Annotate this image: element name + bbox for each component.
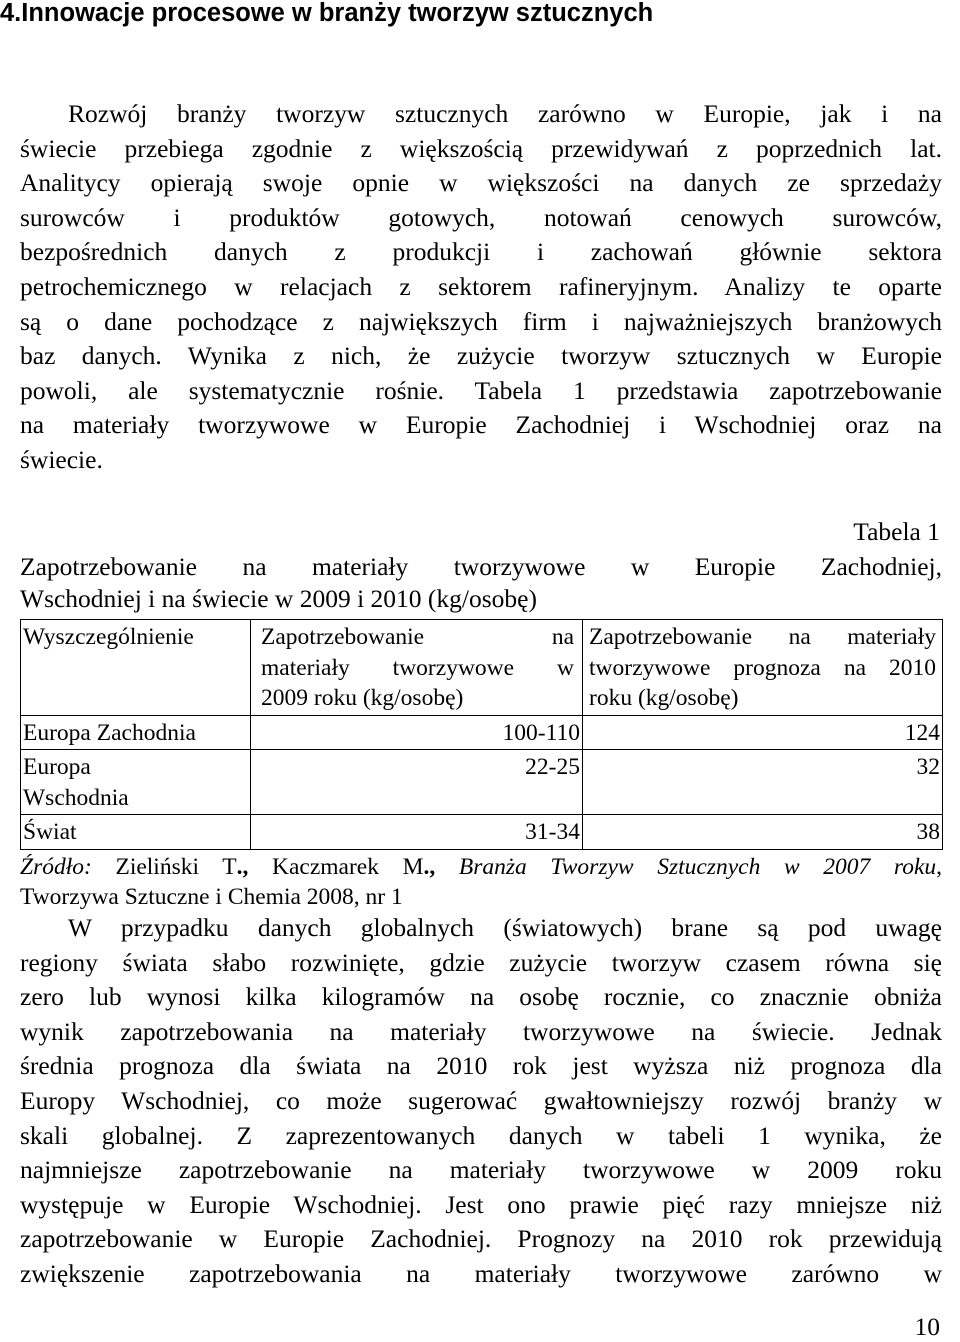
source-line bbox=[20, 852, 942, 882]
source-label: Źródło: bbox=[20, 854, 92, 880]
header-line: Zapotrzebowanie na materiały bbox=[589, 624, 936, 650]
table-row bbox=[21, 815, 943, 850]
value-2010-cell: 32 bbox=[583, 750, 943, 815]
paragraph-line: Europy Wschodniej, co może sugerować gwałtowniejszy rozwój branży w bbox=[20, 1085, 942, 1115]
paragraph-line: występuje w Europie Wschodniej. Jest ono prawie pięć razy mniejsze niż bbox=[20, 1189, 942, 1219]
value-2009-cell: 31-34 bbox=[251, 815, 583, 850]
paragraph-line: skali globalnej. Z zaprezentowanych danych w tabeli 1 wynika, że bbox=[20, 1120, 942, 1150]
paragraph-line: średnia prognoza dla świata na 2010 rok jest wyższa niż prognoza dla bbox=[20, 1051, 942, 1081]
table-row bbox=[21, 715, 943, 750]
paragraph-line: W przypadku danych globalnych (światowych) brane są pod uwagę bbox=[68, 913, 942, 942]
source-author: Zieliński T bbox=[91, 854, 237, 880]
source-title: Branża Tworzyw Sztucznych w 2007 roku bbox=[458, 854, 937, 880]
header-cell: Wyszczególnienie bbox=[21, 620, 251, 716]
header-cell bbox=[583, 620, 943, 716]
caption-line: Zapotrzebowanie na materiały tworzywowe w Europie Zachodniej, bbox=[20, 552, 942, 581]
page-number: 10 bbox=[914, 1312, 940, 1341]
paragraph-line: zapotrzebowanie w Europie Zachodniej. Prognozy na 2010 rok przewidują bbox=[20, 1224, 942, 1254]
value-2009-cell: 22-25 bbox=[251, 750, 583, 815]
header-line: Zapotrzebowanie na bbox=[261, 624, 574, 650]
source-separator: ., bbox=[423, 854, 459, 880]
paragraph-line: wynik zapotrzebowania na materiały tworzywowe na świecie. Jednak bbox=[20, 1016, 942, 1046]
analysis-paragraph bbox=[20, 911, 942, 1292]
paragraph-line: regiony świata słabo rozwinięte, gdzie zużycie tworzyw czasem równa się bbox=[20, 947, 942, 977]
intro-paragraph bbox=[20, 97, 942, 478]
value-2010-cell: 38 bbox=[583, 815, 943, 850]
region-cell: Świat bbox=[21, 815, 251, 850]
source-line: Tworzywa Sztuczne i Chemia 2008, nr 1 bbox=[20, 884, 403, 910]
paragraph-line: bezpośrednich danych z produkcji i zachowań głównie sektora bbox=[20, 237, 942, 267]
paragraph-line: Analitycy opierają swoje opnie w większości na danych ze sprzedaży bbox=[20, 168, 942, 198]
paragraph-line: świecie przebiega zgodnie z większością przewidywań z poprzednich lat. bbox=[20, 133, 942, 163]
paragraph-line: Rozwój branży tworzyw sztucznych zarówno w Europie, jak i na bbox=[68, 99, 942, 128]
paragraph-line: petrochemicznego w relacjach z sektorem rafineryjnym. Analizy te oparte bbox=[20, 271, 942, 301]
header-line: tworzywowe prognoza na 2010 bbox=[589, 654, 936, 681]
paragraph-line: powoli, ale systematycznie rośnie. Tabela 1 przedstawia zapotrzebowanie bbox=[20, 375, 942, 405]
header-line: roku (kg/osobę) bbox=[589, 685, 739, 711]
source-separator: ., bbox=[236, 854, 272, 880]
demand-table bbox=[20, 619, 943, 850]
section-heading: 4.Innowacje procesowe w branży tworzyw sztucznych bbox=[0, 0, 654, 27]
table-header-row bbox=[21, 620, 943, 716]
table-label: Tabela 1 bbox=[853, 517, 940, 546]
paragraph-line: na materiały tworzywowe w Europie Zachodniej i Wschodniej oraz na bbox=[20, 410, 942, 440]
source-author: Kaczmarek M bbox=[271, 854, 424, 880]
source-tail: , bbox=[936, 854, 942, 880]
region-cell: Europa Zachodnia bbox=[21, 715, 251, 750]
paragraph-line: są o dane pochodzące z największych firm i najważniejszych branżowych bbox=[20, 306, 942, 336]
table-row bbox=[21, 750, 943, 815]
header-line: 2009 roku (kg/osobę) bbox=[261, 685, 464, 711]
paragraph-line: świecie. bbox=[20, 444, 103, 474]
paragraph-line: zwiększenie zapotrzebowania na materiały tworzywowe zarówno w bbox=[20, 1258, 942, 1288]
caption-line: Wschodniej i na świecie w 2009 i 2010 (kg/osobę) bbox=[20, 584, 537, 613]
paragraph-line: baz danych. Wynika z nich, że zużycie tworzyw sztucznych w Europie bbox=[20, 341, 942, 371]
value-2010-cell: 124 bbox=[583, 715, 943, 750]
paragraph-line: zero lub wynosi kilka kilogramów na osobę rocznie, co znacznie obniża bbox=[20, 982, 942, 1012]
header-line: materiały tworzywowe w bbox=[261, 654, 574, 681]
table-caption bbox=[20, 551, 942, 615]
region-cell: Europa Wschodnia bbox=[21, 750, 251, 815]
value-2009-cell: 100-110 bbox=[251, 715, 583, 750]
paragraph-line: surowców i produktów gotowych, notowań cenowych surowców, bbox=[20, 202, 942, 232]
header-cell bbox=[251, 620, 583, 716]
table-source bbox=[20, 852, 942, 912]
paragraph-line: najmniejsze zapotrzebowanie na materiały tworzywowe w 2009 roku bbox=[20, 1155, 942, 1185]
